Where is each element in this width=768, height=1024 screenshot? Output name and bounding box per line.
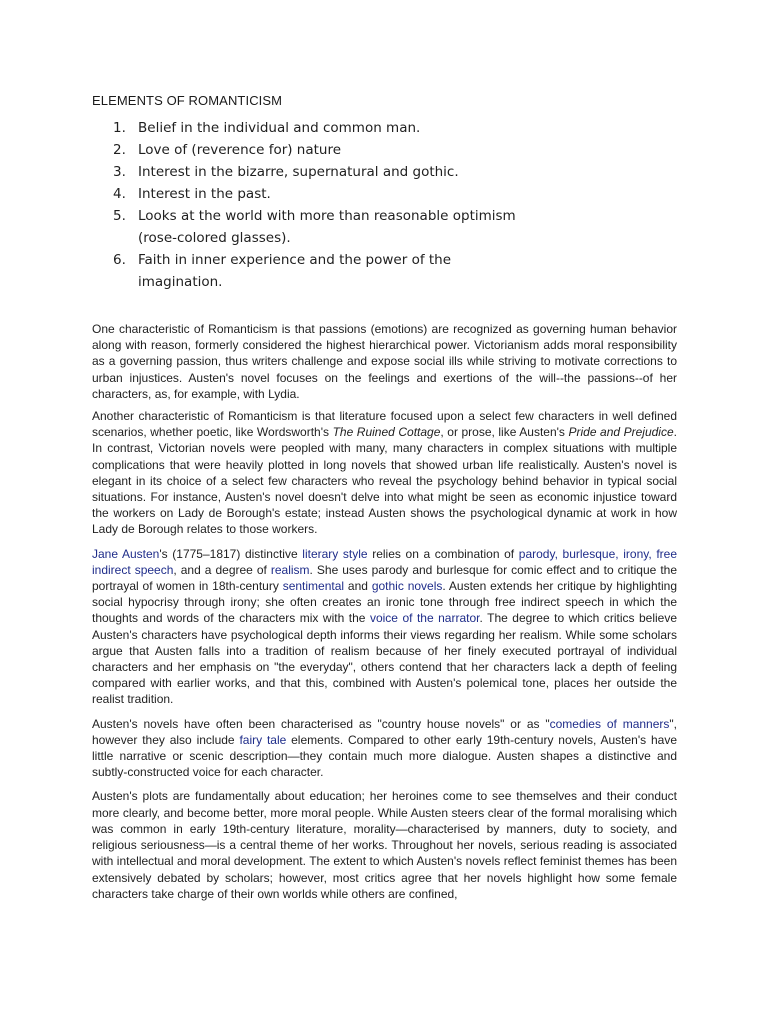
list-item	[113, 183, 533, 205]
list-number: 1.	[113, 120, 126, 136]
list-number: 4.	[113, 186, 126, 202]
paragraph-education: Austen's plots are fundamentally about education; her heroines come to see themselves and their conduct more clearly, and become better, more moral people. While Austen steers clear of the formal moralising which was common in early 19th-century literature, morality—characterised by manners, duty to society, and religious seriousness—is a central theme of her works. Throughout her novels, serious reading is associated with intellectual and moral development. The extent to which Austen's novels reflect feminist themes has been extensively debated by scholars; however, most critics agree that her novels highlight how some female characters take charge of their own worlds while others are confined,	[92, 789, 677, 901]
list-number: 3.	[113, 164, 126, 180]
link-irony[interactable]: irony	[623, 546, 649, 561]
body-text	[92, 321, 677, 910]
link-jane-austen[interactable]: Jane Austen	[92, 546, 160, 561]
link-fairy-tale[interactable]: fairy tale	[239, 732, 287, 747]
list-item-text: Interest in the past.	[138, 186, 271, 202]
list-item-text: Faith in inner experience and the power of the imagination.	[138, 252, 452, 290]
list-item-text: Interest in the bizarre, supernatural and gothic.	[138, 164, 459, 180]
paragraph-country-house: Austen's novels have often been characterised as "country house novels" or as "comedies of manners", however they also include fairy tale elements. Compared to other early 19th-century novels, Austen's have little narrative or scenic description—they contain much more dialogue. Austen shapes a distinctive and subtly-constructed voice for each character.	[92, 716, 677, 780]
list-item	[113, 249, 533, 293]
document-title: ELEMENTS OF ROMANTICISM	[92, 93, 283, 108]
link-burlesque[interactable]: burlesque	[562, 546, 616, 561]
link-parody[interactable]: parody	[518, 546, 555, 561]
paragraph-passions: One characteristic of Romanticism is that passions (emotions) are recognized as governing human behavior along with reason, formerly considered the highest hierarchical power. Victorianism adds moral responsibility as a governing passion, thus writers challenge and expose social ills while striving to motivate corrections to urban injustices. Austen's novel focuses on the feelings and exertions of the will--the passions--of her characters, as, for example, with Lydia.	[92, 322, 677, 401]
link-voice-of-the-narrator[interactable]: voice of the narrator	[369, 611, 480, 626]
paragraph-austen-style: Jane Austen's (1775–1817) distinctive literary style relies on a combination of parody, burlesque, irony, free indirect speech, and a degree of realism. She uses parody and burlesque for comic effect and to critique the portrayal of women in 18th-century sentimental and gothic novels. Austen extends her critique by highlighting social hypocrisy through irony; she often creates an ironic tone through free indirect speech in which the thoughts and words of the characters mix with the voice of the narrator. The degree to which critics believe Austen's characters have psychological depth informs their views regarding her realism. While some scholars argue that Austen falls into a tradition of realism because of her finely executed portrayal of individual characters and her emphasis on "the everyday", others contend that her characters lack a depth of feeling compared with earlier works, and that this, combined with Austen's polemical tone, places her outside the realist tradition.	[92, 546, 678, 707]
list-item	[113, 161, 533, 183]
link-comedies-of-manners[interactable]: comedies of manners	[549, 716, 670, 731]
list-number: 5.	[113, 208, 126, 224]
list-item-text: Belief in the individual and common man.	[138, 120, 421, 136]
ruined-cottage-title: The Ruined Cottage	[332, 425, 441, 440]
link-realism[interactable]: realism	[270, 562, 310, 577]
list-item-text: Looks at the world with more than reasonable optimism (rose-colored glasses).	[138, 208, 516, 246]
link-gothic-novels[interactable]: gothic novels	[371, 579, 443, 594]
link-free-indirect-speech[interactable]: free indirect speech	[92, 546, 678, 577]
paragraph-select-characters: Another characteristic of Romanticism is that literature focused upon a select few characters in well defined scenarios, whether poetic, like Wordsworth's The Ruined Cottage, or prose, like Austen's Pride and Prejudice. In contrast, Victorian novels were peopled with many, many characters in complex situations with multiple complications that were heavily plotted in long novels that showed urban life realistically. Austen's novel is elegant in its choice of a select few characters who reveal the psychology behind behavior in typical social situations. For instance, Austen's novel doesn't delve into what might be seen as economic injustice toward the workers on Lady de Borough's estate; instead Austen shows the psychological dynamic at work in how Lady de Borough relates to those workers.	[92, 409, 677, 537]
list-item-text: Love of (reverence for) nature	[138, 142, 342, 158]
link-sentimental[interactable]: sentimental	[282, 579, 345, 594]
link-literary-style[interactable]: literary style	[302, 546, 368, 561]
list-item	[113, 117, 533, 139]
romanticism-elements-list	[113, 117, 533, 293]
list-number: 2.	[113, 142, 126, 158]
pride-and-prejudice-title: Pride and Prejudice	[568, 425, 674, 440]
list-number: 6.	[113, 252, 126, 268]
list-item	[113, 139, 533, 161]
list-item	[113, 205, 533, 249]
